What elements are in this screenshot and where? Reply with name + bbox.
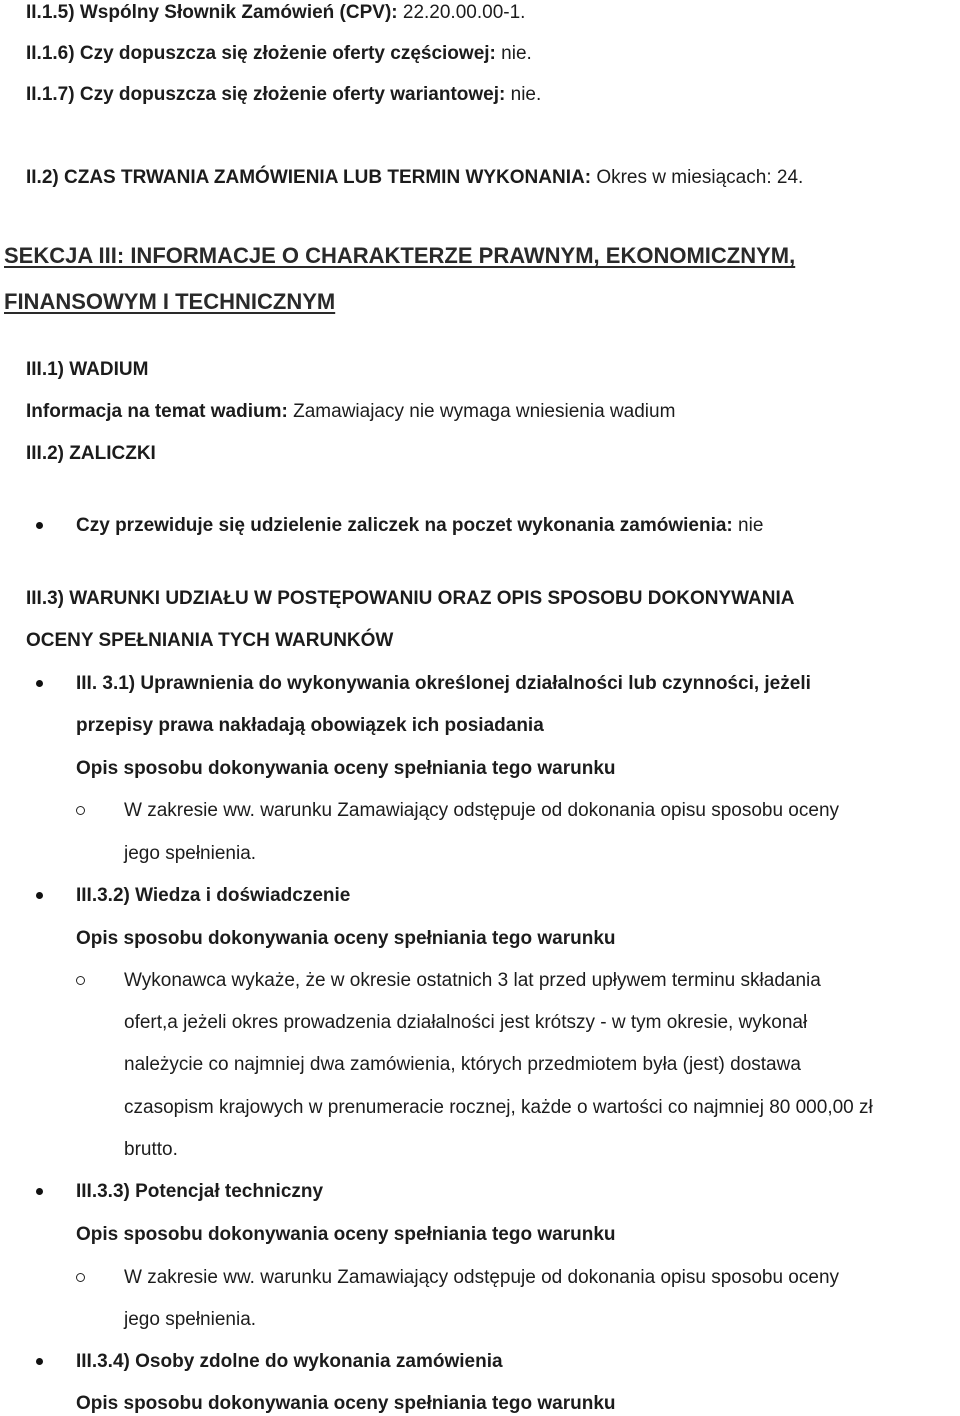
bullet-icon (36, 1188, 43, 1195)
condition-2-opis: Opis sposobu dokonywania oceny spełniania tego warunku (76, 928, 616, 949)
condition-3-opis: Opis sposobu dokonywania oceny spełniania tego warunku (76, 1224, 616, 1245)
condition-1-text-line2: jego spełnienia. (124, 843, 257, 864)
condition-1-opis: Opis sposobu dokonywania oceny spełniania tego warunku (76, 758, 616, 779)
zaliczki-heading: III.2) ZALICZKI (26, 443, 156, 464)
condition-1-heading-line1: III. 3.1) Uprawnienia do wykonywania określonej działalności lub czynności, jeżeli (76, 673, 811, 694)
condition-2-text-line3: należycie co najmniej dwa zamówienia, których przedmiotem była (jest) dostawa (124, 1054, 801, 1075)
wadium-label: Informacja na temat wadium: (26, 401, 288, 422)
partial-offer-label: II.1.6) Czy dopuszcza się złożenie oferty częściowej: (26, 43, 496, 64)
circle-bullet-icon (76, 1273, 85, 1282)
zaliczki-question (76, 515, 763, 537)
section-title-line2: FINANSOWYM I TECHNICZNYM (4, 289, 336, 314)
condition-2-heading: III.3.2) Wiedza i doświadczenie (76, 885, 351, 906)
duration-line (26, 167, 803, 189)
bullet-icon (36, 892, 43, 899)
condition-2-text-line1: Wykonawca wykaże, że w okresie ostatnich 3 lat przed upływem terminu składania (124, 970, 821, 991)
zaliczki-question-value: nie (732, 515, 764, 536)
bullet-icon (36, 680, 43, 687)
variant-offer-line (26, 84, 541, 106)
condition-3-heading: III.3.3) Potencjał techniczny (76, 1181, 324, 1202)
condition-2-text-line5: brutto. (124, 1139, 178, 1160)
variant-offer-value: nie. (505, 84, 542, 105)
circle-bullet-icon (76, 976, 85, 985)
wadium-line (26, 401, 675, 423)
cpv-label: II.1.5) Wspólny Słownik Zamówień (CPV): (26, 2, 398, 23)
wadium-value: Zamawiajacy nie wymaga wniesienia wadium (287, 401, 676, 422)
partial-offer-value: nie. (495, 43, 532, 64)
condition-2-text-line4: czasopism krajowych w prenumeracie rocznej, każde o wartości co najmniej 80 000,00 zł (124, 1097, 873, 1118)
section-title-line1: SEKCJA III: INFORMACJE O CHARAKTERZE PRAWNYM, EKONOMICZNYM, (4, 243, 796, 268)
bullet-icon (36, 1358, 43, 1365)
warunki-heading-line2: OCENY SPEŁNIANIA TYCH WARUNKÓW (26, 630, 394, 651)
condition-1-text-line1: W zakresie ww. warunku Zamawiający odstępuje od dokonania opisu sposobu oceny (124, 800, 840, 821)
wadium-heading: III.1) WADIUM (26, 359, 149, 380)
zaliczki-question-label: Czy przewiduje się udzielenie zaliczek na poczet wykonania zamówienia: (76, 515, 733, 536)
warunki-heading-line1: III.3) WARUNKI UDZIAŁU W POSTĘPOWANIU ORAZ OPIS SPOSOBU DOKONYWANIA (26, 588, 795, 609)
condition-4-opis: Opis sposobu dokonywania oceny spełniania tego warunku (76, 1393, 616, 1414)
variant-offer-label: II.1.7) Czy dopuszcza się złożenie oferty wariantowej: (26, 84, 506, 105)
condition-3-text-line2: jego spełnienia. (124, 1309, 257, 1330)
condition-4-heading: III.3.4) Osoby zdolne do wykonania zamówienia (76, 1351, 503, 1372)
bullet-icon (36, 522, 43, 529)
cpv-value: 22.20.00.00-1. (397, 2, 526, 23)
condition-2-text-line2: ofert,a jeżeli okres prowadzenia działalności jest krótszy - w tym okresie, wykonał (124, 1012, 808, 1033)
duration-label: II.2) CZAS TRWANIA ZAMÓWIENIA LUB TERMIN WYKONANIA: (26, 167, 592, 188)
condition-1-heading-line2: przepisy prawa nakładają obowiązek ich posiadania (76, 715, 544, 736)
duration-value: Okres w miesiącach: 24. (591, 167, 804, 188)
cpv-line (26, 2, 525, 24)
partial-offer-line (26, 43, 532, 65)
condition-3-text-line1: W zakresie ww. warunku Zamawiający odstępuje od dokonania opisu sposobu oceny (124, 1267, 840, 1288)
circle-bullet-icon (76, 806, 85, 815)
